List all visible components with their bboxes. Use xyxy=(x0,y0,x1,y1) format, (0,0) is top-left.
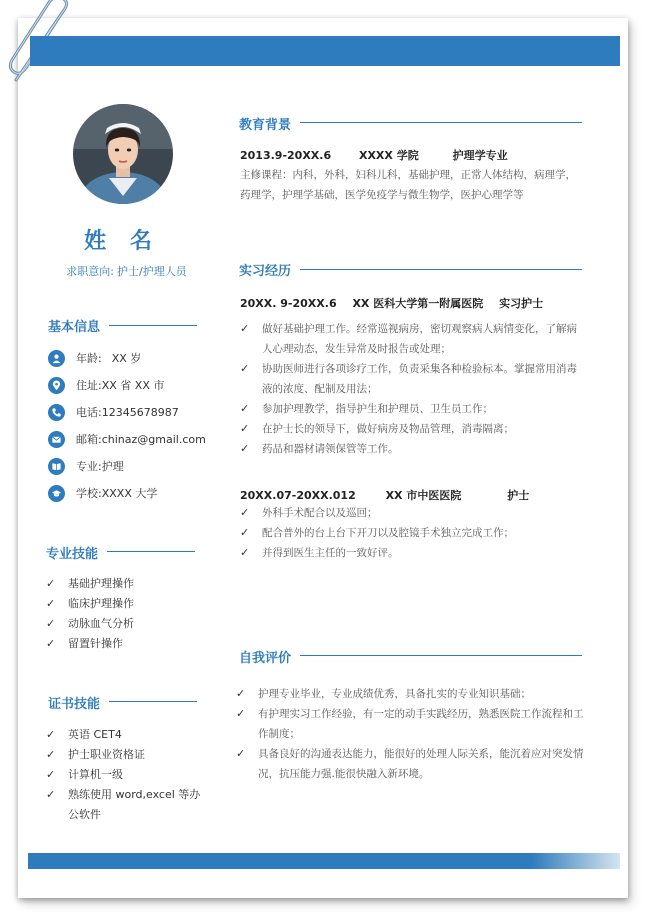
graduation-cap-icon xyxy=(48,485,65,502)
job-intent-label: 求职意向: xyxy=(66,265,114,278)
candidate-name: 姓 名 xyxy=(84,229,160,254)
check-icon: ✓ xyxy=(240,422,250,435)
info-email-label: 邮箱: xyxy=(76,433,102,446)
info-major-label: 专业: xyxy=(76,460,102,473)
info-address xyxy=(48,376,164,394)
list-item: ✓ 参加护理教学，指导护生和护理员、卫生员工作； xyxy=(240,399,586,419)
info-phone-label: 电话: xyxy=(76,406,102,419)
check-icon: ✓ xyxy=(240,442,250,455)
list-item: ✓ 护士职业资格证 xyxy=(46,748,145,761)
job-duties-1 xyxy=(240,319,586,459)
list-item: ✓ 熟练使用 word,excel 等办公软件 xyxy=(46,785,206,825)
list-item: ✓ 外科手术配合以及巡回； xyxy=(240,503,586,523)
job-duties-2 xyxy=(240,503,586,563)
job-place: XX 医科大学第一附属医院 xyxy=(352,297,484,310)
self-evaluation-list xyxy=(236,684,586,784)
header-bar xyxy=(30,36,620,66)
check-icon: ✓ xyxy=(236,687,246,700)
user-icon xyxy=(48,350,65,367)
list-item: ✓ 做好基础护理工作。经常巡视病房，密切观察病人病情变化，了解病人心理动态，发生异常及时报告或处理； xyxy=(240,319,586,359)
job-period: 20XX. 9-20XX.6 xyxy=(240,297,337,310)
info-school-label: 学校: xyxy=(76,487,102,500)
footer-bar xyxy=(28,853,620,869)
list-item: ✓ 计算机一级 xyxy=(46,768,123,781)
check-icon: ✓ xyxy=(240,322,250,335)
job-intent xyxy=(40,263,210,279)
job-header-2 xyxy=(240,487,529,503)
education-major: 护理学专业 xyxy=(452,149,508,162)
check-icon: ✓ xyxy=(46,577,56,590)
list-item: ✓ 临床护理操作 xyxy=(46,597,134,610)
list-item: ✓ 在护士长的领导下，做好病房及物品管理，消毒隔离； xyxy=(240,419,586,439)
check-icon: ✓ xyxy=(236,707,246,720)
basic-info-title: 基本信息 xyxy=(48,320,101,335)
education-header xyxy=(240,147,508,163)
check-icon: ✓ xyxy=(46,597,56,610)
job-period: 20XX.07-20XX.012 xyxy=(240,489,356,502)
mail-icon xyxy=(48,431,65,448)
self-evaluation-divider xyxy=(300,655,582,656)
avatar xyxy=(73,104,173,204)
info-major xyxy=(48,457,124,475)
certificates-list xyxy=(46,728,206,831)
education-period: 2013.9-20XX.6 xyxy=(240,149,332,162)
info-email-value: chinaz@gmail.com xyxy=(101,432,206,446)
check-icon: ✓ xyxy=(46,637,56,650)
list-item: ✓ 留置针操作 xyxy=(46,637,123,650)
phone-icon xyxy=(48,404,65,421)
info-age-label: 年龄: xyxy=(76,352,102,365)
list-item: ✓ 并得到医生主任的一致好评。 xyxy=(240,543,586,563)
list-item: ✓ 动脉血气分析 xyxy=(46,617,134,630)
job-place: XX 市中医医院 xyxy=(385,489,462,502)
job-role: 护士 xyxy=(507,489,530,502)
education-divider xyxy=(300,122,582,123)
book-icon xyxy=(48,458,65,475)
education-courses: 主修课程：内科，外科，妇科儿科，基础护理，正常人体结构，病理学，药理学，护理学基础，医学免疫学与微生物学，医护心理学等 xyxy=(240,169,576,201)
check-icon: ✓ xyxy=(46,788,56,801)
check-icon: ✓ xyxy=(46,748,56,761)
skills-list xyxy=(46,577,196,657)
list-item: ✓ 配合普外的台上台下开刀以及腔镜手术独立完成工作； xyxy=(240,523,586,543)
location-icon xyxy=(48,377,65,394)
basic-info-divider xyxy=(109,325,197,326)
internship-title: 实习经历 xyxy=(239,264,292,279)
skills-title: 专业技能 xyxy=(46,547,99,562)
list-item: ✓ 有护理实习工作经验，有一定的动手实践经历，熟悉医院工作流程和工作制度； xyxy=(236,704,586,744)
list-item: ✓ 英语 CET4 xyxy=(46,728,122,741)
check-icon: ✓ xyxy=(240,402,250,415)
info-major-value: 护理 xyxy=(101,460,124,473)
list-item: ✓ 协助医师进行各项诊疗工作，负责采集各种检验标本。掌握常用消毒液的浓度、配制及用法； xyxy=(240,359,586,399)
check-icon: ✓ xyxy=(240,362,250,375)
check-icon: ✓ xyxy=(240,526,250,539)
info-email xyxy=(48,430,206,448)
check-icon: ✓ xyxy=(46,728,56,741)
check-icon: ✓ xyxy=(46,617,56,630)
education-title: 教育背景 xyxy=(239,118,292,133)
list-item: ✓ 具备良好的沟通表达能力，能很好的处理人际关系，能沉着应对突发情况，抗压能力强.能很快融入新环境。 xyxy=(236,744,586,784)
info-address-value: XX 省 XX 市 xyxy=(101,379,165,392)
job-header-1 xyxy=(240,295,543,311)
certificates-title: 证书技能 xyxy=(48,697,101,712)
internship-divider xyxy=(300,269,582,270)
check-icon: ✓ xyxy=(46,768,56,781)
info-phone xyxy=(48,403,179,421)
check-icon: ✓ xyxy=(240,546,250,559)
job-role: 实习护士 xyxy=(499,297,544,310)
check-icon: ✓ xyxy=(236,747,246,760)
job-intent-value: 护士/护理人员 xyxy=(117,265,187,278)
info-age-value: XX 岁 xyxy=(111,352,142,365)
certificates-divider xyxy=(109,701,197,702)
check-icon: ✓ xyxy=(240,506,250,519)
list-item: ✓ 基础护理操作 xyxy=(46,577,134,590)
self-evaluation-title: 自我评价 xyxy=(239,651,292,666)
skills-divider xyxy=(107,551,195,552)
list-item: ✓ 护理专业毕业，专业成绩优秀，具备扎实的专业知识基础； xyxy=(236,684,586,704)
info-age xyxy=(48,349,141,367)
info-school xyxy=(48,484,157,502)
info-phone-value: 12345678987 xyxy=(101,405,179,419)
list-item: ✓ 药品和器材请领保管等工作。 xyxy=(240,439,586,459)
education-school: XXXX 学院 xyxy=(358,149,419,162)
info-address-label: 住址: xyxy=(76,379,102,392)
info-school-value: XXXX 大学 xyxy=(101,487,158,500)
